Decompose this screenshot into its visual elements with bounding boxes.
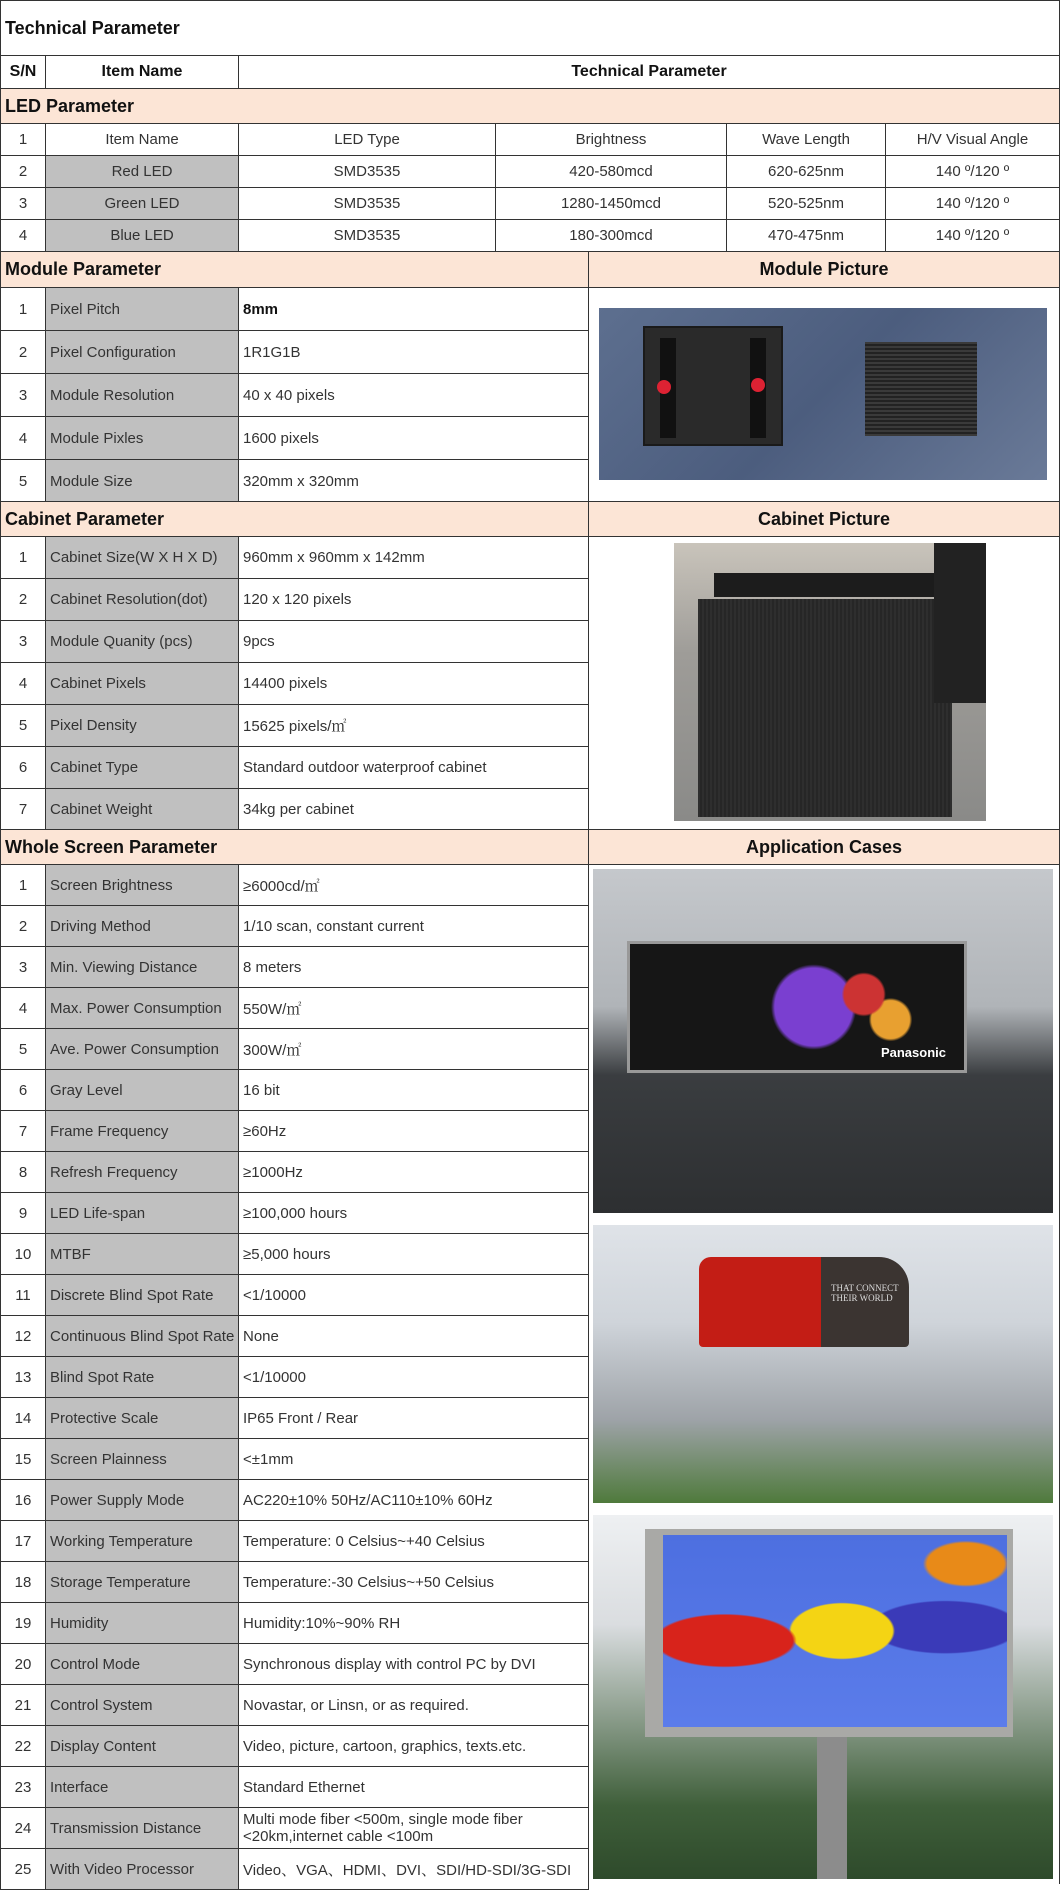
led-name-cell: Item Name [45,123,239,156]
section-cabinet-picture: Cabinet Picture [588,501,1060,537]
cabinet-row-sn: 3 [0,620,46,663]
screen-row-label: Humidity [45,1602,239,1644]
sheet-title [0,0,1060,56]
screen-row-value: Humidity:10%~90% RH [238,1602,589,1644]
screen-row-sn: 24 [0,1807,46,1849]
led-angle-cell: 140 º/120 º [885,155,1060,188]
module-row-value: 1600 pixels [238,416,589,460]
screen-row-value: ≥1000Hz [238,1151,589,1193]
screen-row-label: Screen Brightness [45,864,239,906]
led-type-cell: SMD3535 [238,219,496,252]
screen-row-label: Display Content [45,1725,239,1767]
module-row-value: 320mm x 320mm [238,459,589,503]
screen-row-label: Interface [45,1766,239,1808]
screen-row-value: <1/10000 [238,1356,589,1398]
application-case-1-image [593,869,1053,1213]
screen-row-sn: 18 [0,1561,46,1603]
screen-row-label: Max. Power Consumption [45,987,239,1029]
led-wave-cell: 520-525nm [726,187,886,220]
module-photo [599,308,1047,480]
screen-row-label: Transmission Distance [45,1807,239,1849]
led-wave-cell: 470-475nm [726,219,886,252]
cabinet-row-sn: 7 [0,788,46,831]
screen-row-sn: 17 [0,1520,46,1562]
module-row-label: Pixel Pitch [45,287,239,331]
cabinet-row-label: Cabinet Type [45,746,239,789]
cabinet-row-sn: 1 [0,536,46,579]
screen-row-value: AC220±10% 50Hz/AC110±10% 60Hz [238,1479,589,1521]
led-name-cell: Blue LED [45,219,239,252]
screen-row-value: ≥60Hz [238,1110,589,1152]
cabinet-row-label: Cabinet Size(W X H X D) [45,536,239,579]
screen-row-sn: 3 [0,946,46,988]
screen-row-sn: 10 [0,1233,46,1275]
screen-row-value: Video, picture, cartoon, graphics, texts.etc. [238,1725,589,1767]
section-module-picture: Module Picture [588,251,1060,288]
cabinet-row-value: 14400 pixels [238,662,589,705]
screen-row-sn: 21 [0,1684,46,1726]
led-brightness-cell: 420-580mcd [495,155,727,188]
section-led-parameter: LED Parameter [0,88,1060,124]
screen-row-sn: 4 [0,987,46,1029]
screen-row-value: ≥100,000 hours [238,1192,589,1234]
led-brightness-cell: Brightness [495,123,727,156]
screen-row-value: Standard Ethernet [238,1766,589,1808]
screen-row-value: Video、VGA、HDMI、DVI、SDI/HD-SDI/3G-SDI [238,1848,589,1890]
screen-row-sn: 1 [0,864,46,906]
cabinet-photo [674,543,986,821]
screen-row-label: Control Mode [45,1643,239,1685]
screen-row-sn: 16 [0,1479,46,1521]
module-row-sn: 5 [0,459,46,503]
screen-row-sn: 14 [0,1397,46,1439]
balloons-screen [663,1535,1007,1727]
led-angle-cell: 140 º/120 º [885,219,1060,252]
section-application-cases: Application Cases [588,829,1060,865]
application-cases-cell [588,864,1060,1884]
screen-row-value: Temperature:-30 Celsius~+50 Celsius [238,1561,589,1603]
screen-row-label: Power Supply Mode [45,1479,239,1521]
module-row-value: 8mm [238,287,589,331]
led-sn-cell: 3 [0,187,46,220]
cabinet-row-sn: 4 [0,662,46,705]
led-wave-cell: 620-625nm [726,155,886,188]
screen-row-sn: 6 [0,1069,46,1111]
module-row-value: 1R1G1B [238,330,589,374]
section-cabinet-parameter: Cabinet Parameter [0,501,589,537]
module-row-sn: 4 [0,416,46,460]
led-type-cell: SMD3535 [238,155,496,188]
billboard-frame [645,1529,1013,1737]
module-row-sn: 2 [0,330,46,374]
screen-row-value: 8 meters [238,946,589,988]
screen-row-sn: 2 [0,905,46,947]
screen-row-value: None [238,1315,589,1357]
screen-row-label: Control System [45,1684,239,1726]
header-technical-parameter: Technical Parameter [238,55,1060,89]
cabinet-row-sn: 2 [0,578,46,621]
cabinet-row-label: Pixel Density [45,704,239,747]
screen-row-sn: 9 [0,1192,46,1234]
led-wave-cell: Wave Length [726,123,886,156]
screen-row-sn: 22 [0,1725,46,1767]
cabinet-row-label: Cabinet Pixels [45,662,239,705]
module-row-label: Pixel Configuration [45,330,239,374]
led-type-cell: SMD3535 [238,187,496,220]
module-front-image [865,342,977,436]
screen-row-sn: 19 [0,1602,46,1644]
screen-row-value: IP65 Front / Rear [238,1397,589,1439]
cabinet-row-value: 960mm x 960mm x 142mm [238,536,589,579]
module-row-label: Module Pixles [45,416,239,460]
led-sn-cell: 2 [0,155,46,188]
screen-row-value: ≥5,000 hours [238,1233,589,1275]
screen-row-label: Frame Frequency [45,1110,239,1152]
led-name-cell: Red LED [45,155,239,188]
module-row-sn: 1 [0,287,46,331]
screen-row-sn: 5 [0,1028,46,1070]
screen-row-sn: 7 [0,1110,46,1152]
screen-row-sn: 8 [0,1151,46,1193]
section-module-parameter: Module Parameter [0,251,589,288]
screen-row-value: 550W/㎡ [238,987,589,1029]
module-row-label: Module Resolution [45,373,239,417]
title-text: Technical Parameter [5,17,180,38]
module-row-value: 40 x 40 pixels [238,373,589,417]
cabinet-row-sn: 5 [0,704,46,747]
curved-screen-text: THAT CONNECT THEIR WORLD [831,1283,899,1303]
cabinet-row-sn: 6 [0,746,46,789]
screen-row-value: <±1mm [238,1438,589,1480]
screen-row-label: Discrete Blind Spot Rate [45,1274,239,1316]
screen-row-label: LED Life-span [45,1192,239,1234]
module-back-image [643,326,783,446]
cabinet-row-value: 120 x 120 pixels [238,578,589,621]
cabinet-picture-cell [588,536,1060,830]
cabinet-row-value: 34kg per cabinet [238,788,589,831]
screen-row-sn: 20 [0,1643,46,1685]
cabinet-row-label: Module Quanity (pcs) [45,620,239,663]
screen-row-value: Synchronous display with control PC by DVI [238,1643,589,1685]
led-sn-cell: 1 [0,123,46,156]
led-sn-cell: 4 [0,219,46,252]
screen-row-sn: 13 [0,1356,46,1398]
cabinet-row-label: Cabinet Resolution(dot) [45,578,239,621]
screen-row-label: Working Temperature [45,1520,239,1562]
header-item-name: Item Name [45,55,239,89]
screen-row-value: Multi mode fiber <500m, single mode fiber <20km,internet cable <100m [238,1807,589,1849]
screen-row-label: Driving Method [45,905,239,947]
cabinet-front-image [698,599,952,817]
led-angle-cell: 140 º/120 º [885,187,1060,220]
curved-screen [699,1257,909,1347]
screen-row-label: Continuous Blind Spot Rate [45,1315,239,1357]
application-case-2-image [593,1225,1053,1503]
screen-row-value: 1/10 scan, constant current [238,905,589,947]
module-picture-cell [588,287,1060,502]
screen-row-label: Blind Spot Rate [45,1356,239,1398]
cabinet-row-value: Standard outdoor waterproof cabinet [238,746,589,789]
billboard-brand-text: Panasonic [880,1045,946,1060]
screen-row-label: MTBF [45,1233,239,1275]
screen-row-value: 16 bit [238,1069,589,1111]
screen-row-sn: 23 [0,1766,46,1808]
screen-row-label: Screen Plainness [45,1438,239,1480]
screen-row-value: <1/10000 [238,1274,589,1316]
screen-row-value: 300W/㎡ [238,1028,589,1070]
section-whole-screen-parameter: Whole Screen Parameter [0,829,589,865]
led-brightness-cell: 1280-1450mcd [495,187,727,220]
module-row-sn: 3 [0,373,46,417]
screen-row-value: ≥6000cd/㎡ [238,864,589,906]
module-row-label: Module Size [45,459,239,503]
screen-row-label: Refresh Frequency [45,1151,239,1193]
header-sn: S/N [0,55,46,89]
cabinet-row-value: 15625 pixels/㎡ [238,704,589,747]
screen-row-label: Min. Viewing Distance [45,946,239,988]
screen-row-sn: 25 [0,1848,46,1890]
application-case-3-image [593,1515,1053,1879]
screen-row-sn: 15 [0,1438,46,1480]
screen-row-label: Storage Temperature [45,1561,239,1603]
screen-row-sn: 12 [0,1315,46,1357]
screen-row-value: Temperature: 0 Celsius~+40 Celsius [238,1520,589,1562]
led-angle-cell: H/V Visual Angle [885,123,1060,156]
cabinet-row-value: 9pcs [238,620,589,663]
screen-row-label: Protective Scale [45,1397,239,1439]
led-name-cell: Green LED [45,187,239,220]
led-type-cell: LED Type [238,123,496,156]
screen-row-label: With Video Processor [45,1848,239,1890]
screen-row-label: Ave. Power Consumption [45,1028,239,1070]
screen-row-sn: 11 [0,1274,46,1316]
cabinet-row-label: Cabinet Weight [45,788,239,831]
led-brightness-cell: 180-300mcd [495,219,727,252]
screen-row-value: Novastar, or Linsn, or as required. [238,1684,589,1726]
billboard-flowers [627,941,967,1073]
screen-row-label: Gray Level [45,1069,239,1111]
